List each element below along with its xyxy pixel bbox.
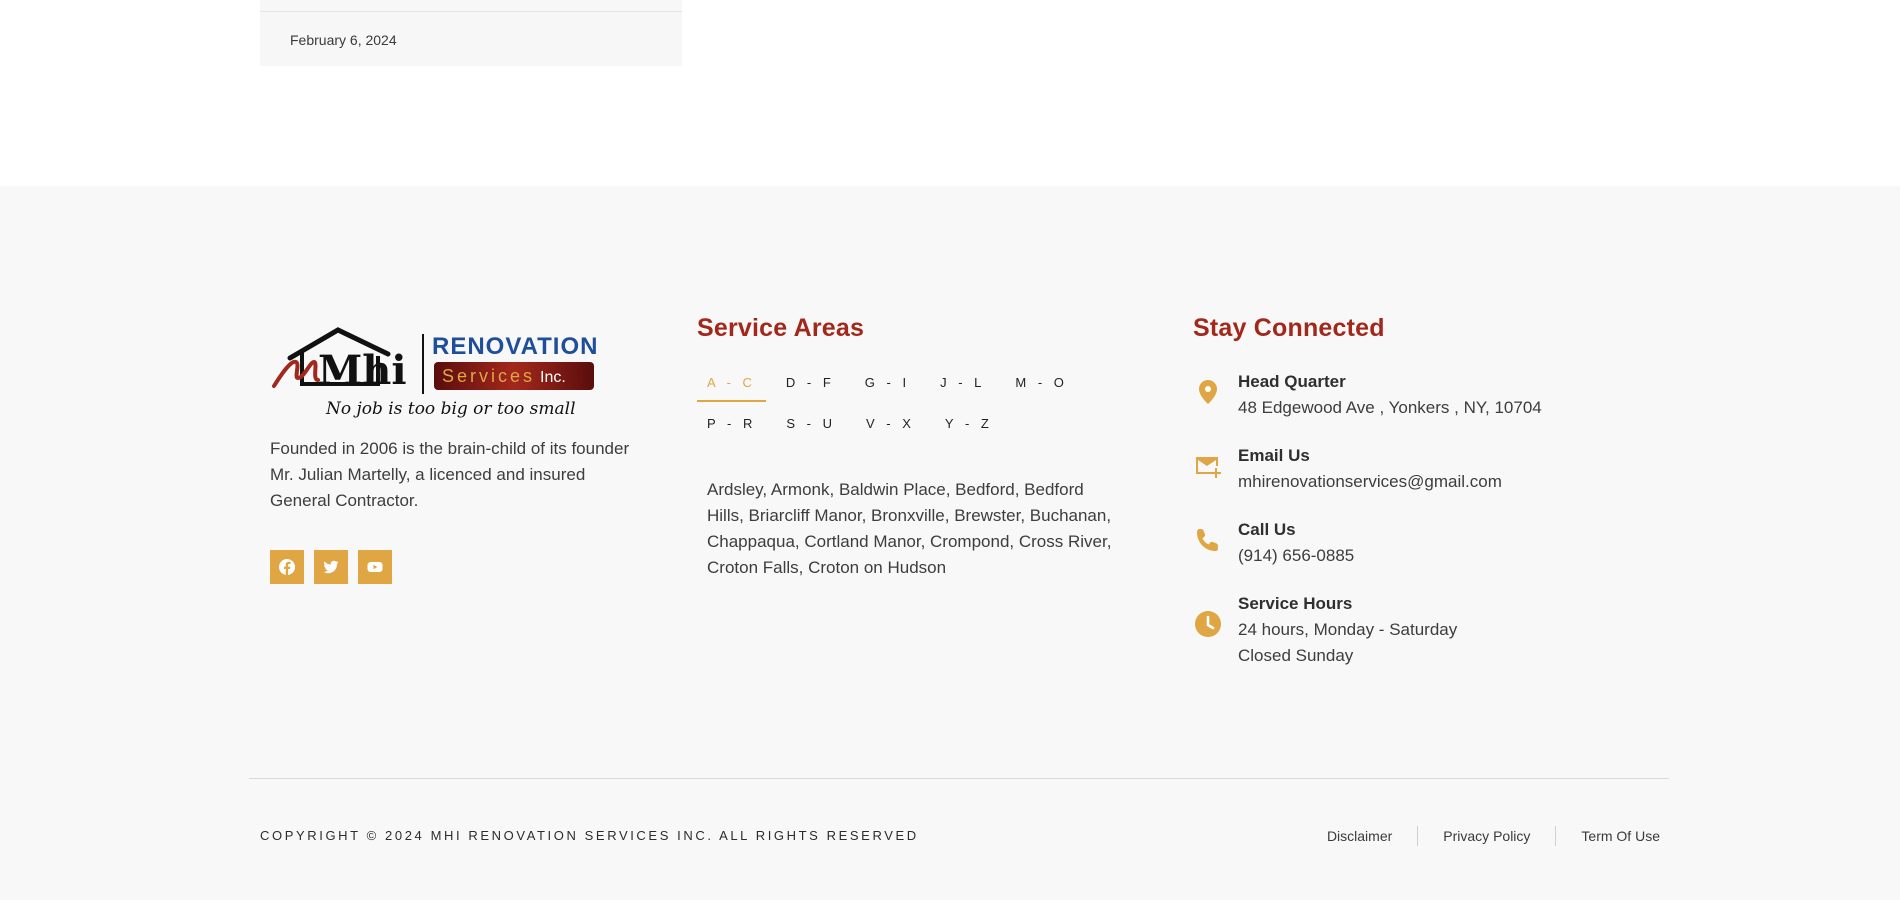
contact-item-hours xyxy=(1193,591,1613,669)
stay-connected-heading: Stay Connected xyxy=(1193,314,1385,342)
company-logo[interactable] xyxy=(270,318,600,420)
service-areas-column xyxy=(697,314,1127,581)
phone-icon xyxy=(1193,525,1223,555)
tab-s-u[interactable]: S - U xyxy=(786,416,837,431)
area-city-list: Ardsley, Armonk, Baldwin Place, Bedford, Bedford Hills, Briarcliff Manor, Bronxville, Brewster, Buchanan, Chappaqua, Cortland Manor, Crompond, Cross River, Croton Falls, Croton on Hudson xyxy=(707,480,1112,577)
contact-label: Call Us xyxy=(1238,520,1296,539)
site-footer xyxy=(0,186,1900,900)
twitter-icon xyxy=(323,559,339,575)
tab-m-o[interactable]: M - O xyxy=(1015,375,1068,390)
legal-links xyxy=(1302,826,1660,846)
logo-wordmark: RENOVATION xyxy=(432,333,599,360)
post-date: February 6, 2024 xyxy=(290,32,397,48)
tab-a-c[interactable]: A - C xyxy=(697,365,766,402)
tab-y-z[interactable]: Y - Z xyxy=(944,416,993,431)
closed-text: Closed Sunday xyxy=(1238,646,1354,665)
disclaimer-link[interactable]: Disclaimer xyxy=(1326,828,1393,844)
logo-mark-text: Mhi xyxy=(318,347,407,394)
map-pin-icon xyxy=(1193,377,1223,407)
social-links xyxy=(270,550,650,584)
stay-connected-column xyxy=(1193,314,1613,669)
logo-tagline: No job is too big or too small xyxy=(326,399,576,419)
facebook-button[interactable] xyxy=(270,550,304,584)
post-card xyxy=(260,0,682,66)
copyright-text: COPYRIGHT © 2024 MHI RENOVATION SERVICES INC. ALL RIGHTS RESERVED xyxy=(260,828,919,843)
tab-j-l[interactable]: J - L xyxy=(940,375,986,390)
contact-item-headquarter xyxy=(1193,369,1613,421)
tab-v-x[interactable]: V - X xyxy=(866,416,915,431)
privacy-policy-link[interactable]: Privacy Policy xyxy=(1443,828,1531,844)
tab-d-f[interactable]: D - F xyxy=(785,375,835,390)
contact-item-phone xyxy=(1193,517,1613,569)
about-text: Founded in 2006 is the brain-child of its founder Mr. Julian Martelly, a licenced and insured General Contractor. xyxy=(270,439,630,510)
hours-text: 24 hours, Monday - Saturday xyxy=(1238,620,1458,639)
facebook-icon xyxy=(279,559,295,575)
area-tabs xyxy=(697,365,1117,447)
logo-sub-word: Services xyxy=(442,366,536,386)
terms-of-use-link[interactable]: Term Of Use xyxy=(1581,828,1660,844)
brand-column xyxy=(270,318,650,584)
service-areas-heading: Service Areas xyxy=(697,314,865,342)
clock-icon xyxy=(1193,609,1223,639)
contact-item-email xyxy=(1193,443,1613,495)
contact-label: Service Hours xyxy=(1238,594,1353,613)
address-text: 48 Edgewood Ave , Yonkers , NY, 10704 xyxy=(1238,398,1542,417)
logo-sub-suffix: Inc. xyxy=(540,369,566,386)
email-link[interactable]: mhirenovationservices@gmail.com xyxy=(1238,472,1502,491)
tab-p-r[interactable]: P - R xyxy=(707,416,757,431)
contact-label: Head Quarter xyxy=(1238,372,1346,391)
tab-g-i[interactable]: G - I xyxy=(864,375,911,390)
twitter-button[interactable] xyxy=(314,550,348,584)
footer-divider xyxy=(249,778,1669,779)
youtube-button[interactable] xyxy=(358,550,392,584)
phone-link[interactable]: (914) 656-0885 xyxy=(1238,546,1355,565)
card-divider xyxy=(260,11,682,12)
mail-add-icon xyxy=(1193,451,1223,481)
youtube-icon xyxy=(367,559,383,575)
contact-label: Email Us xyxy=(1238,446,1310,465)
